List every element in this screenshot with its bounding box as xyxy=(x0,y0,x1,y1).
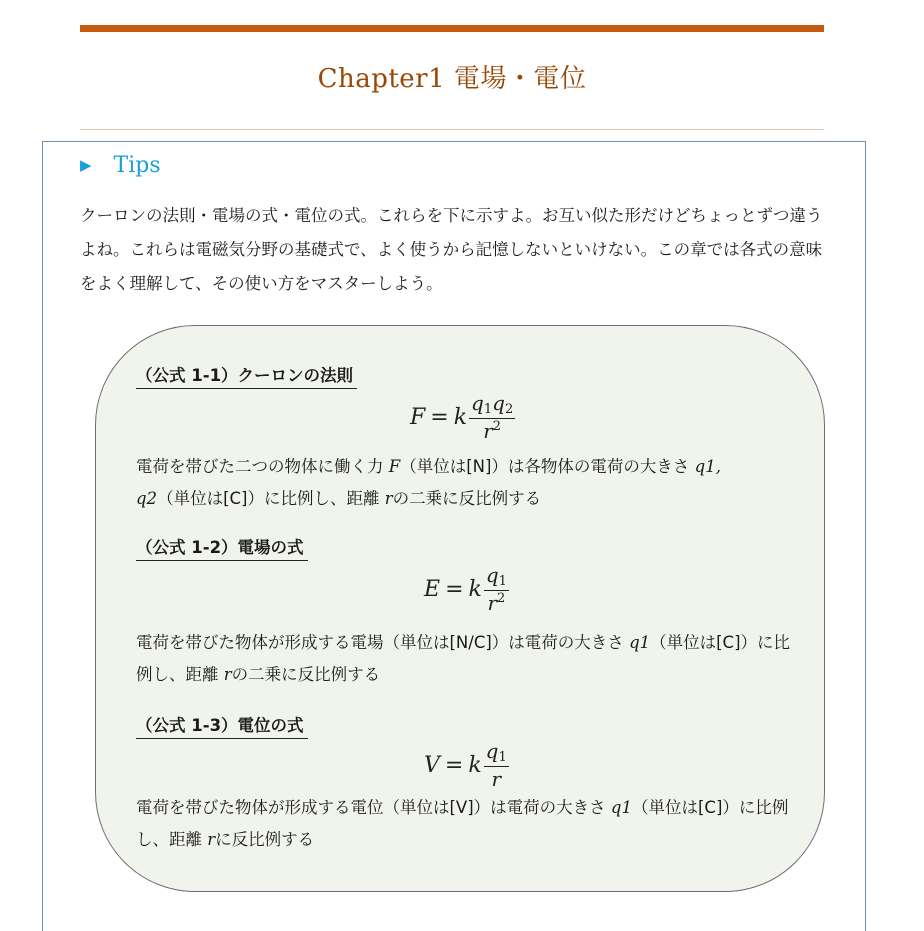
eq-fraction xyxy=(469,392,515,443)
tips-label: Tips xyxy=(113,152,161,178)
coulomb-equation xyxy=(410,392,515,443)
coulomb-description xyxy=(136,451,796,515)
desc-text: 電荷を帯びた物体が形成する電場（単位は[N/C]）は電荷の大きさ xyxy=(136,633,624,652)
formula-title-coulomb: （公式 1-1）クーロンの法則 xyxy=(136,362,357,389)
eq-lhs: F xyxy=(410,405,426,431)
equals-sign: = xyxy=(430,405,449,431)
potential-description xyxy=(136,792,796,856)
eq-lhs: E xyxy=(424,577,441,603)
formula-title-electric-field: （公式 1-2）電場の式 xyxy=(136,534,308,561)
eq-denominator: r xyxy=(491,767,501,792)
desc-var: r xyxy=(223,665,232,684)
eq-constant: k xyxy=(453,405,468,431)
desc-text: の二乗に反比例する xyxy=(392,489,542,508)
eq-denominator: $r^2$ xyxy=(487,591,506,616)
desc-var: q1 xyxy=(610,798,632,817)
desc-var: r xyxy=(384,489,393,508)
tips-intro: クーロンの法則・電場の式・電位の式。これらを下に示すよ。お互い似た形だけどちょっとずつ違うよね。これらは電磁気分野の基礎式で、よく使うから記憶しないといけない。この章では各式の意味をよく理解して、その使い方をマスターしよう。 xyxy=(80,206,823,293)
eq-constant: k xyxy=(468,577,482,603)
desc-text: （単位は[N]）は各物体の電荷の大きさ xyxy=(400,457,690,476)
eq-denominator: $r^2$ xyxy=(483,419,502,444)
desc-text: （単位は[C]）に比例し、距離 xyxy=(157,489,380,508)
desc-var: q1 xyxy=(629,633,651,652)
eq-numerator: $q_1$ xyxy=(484,740,509,767)
desc-text: に反比例する xyxy=(215,830,315,849)
tips-header xyxy=(80,150,161,180)
formula-title-potential: （公式 1-3）電位の式 xyxy=(136,712,308,739)
potential-equation xyxy=(424,740,509,791)
equals-sign: = xyxy=(445,577,464,603)
desc-text: 電荷を帯びた物体が形成する電位（単位は[V]）は電荷の大きさ xyxy=(136,798,606,817)
title-divider xyxy=(80,129,824,130)
eq-fraction xyxy=(484,564,509,615)
equals-sign: = xyxy=(444,753,464,779)
eq-numerator: $q_1$ xyxy=(484,564,509,591)
electric-field-description xyxy=(136,627,796,691)
desc-var: q2 xyxy=(136,489,158,508)
eq-fraction xyxy=(484,740,509,791)
eq-numerator: $q_1q_2$ xyxy=(469,392,515,419)
desc-text: の二乗に反比例する xyxy=(231,665,381,684)
triangle-bullet-icon: ▶ xyxy=(80,156,92,174)
chapter-title: Chapter1 電場・電位 xyxy=(317,64,587,94)
desc-var: F xyxy=(388,457,401,476)
eq-constant: k xyxy=(468,753,482,779)
desc-var: q1, xyxy=(694,457,721,476)
eq-lhs: V xyxy=(424,753,440,779)
desc-var: r xyxy=(207,830,216,849)
top-rule xyxy=(80,25,824,32)
electric-field-equation xyxy=(424,564,509,615)
desc-text: 電荷を帯びた二つの物体に働く力 xyxy=(136,457,384,476)
desc-text: （単位は[C]）に比例し、距離 xyxy=(136,798,789,849)
desc-text: （単位は[C]）に比例し、距離 xyxy=(136,633,791,684)
